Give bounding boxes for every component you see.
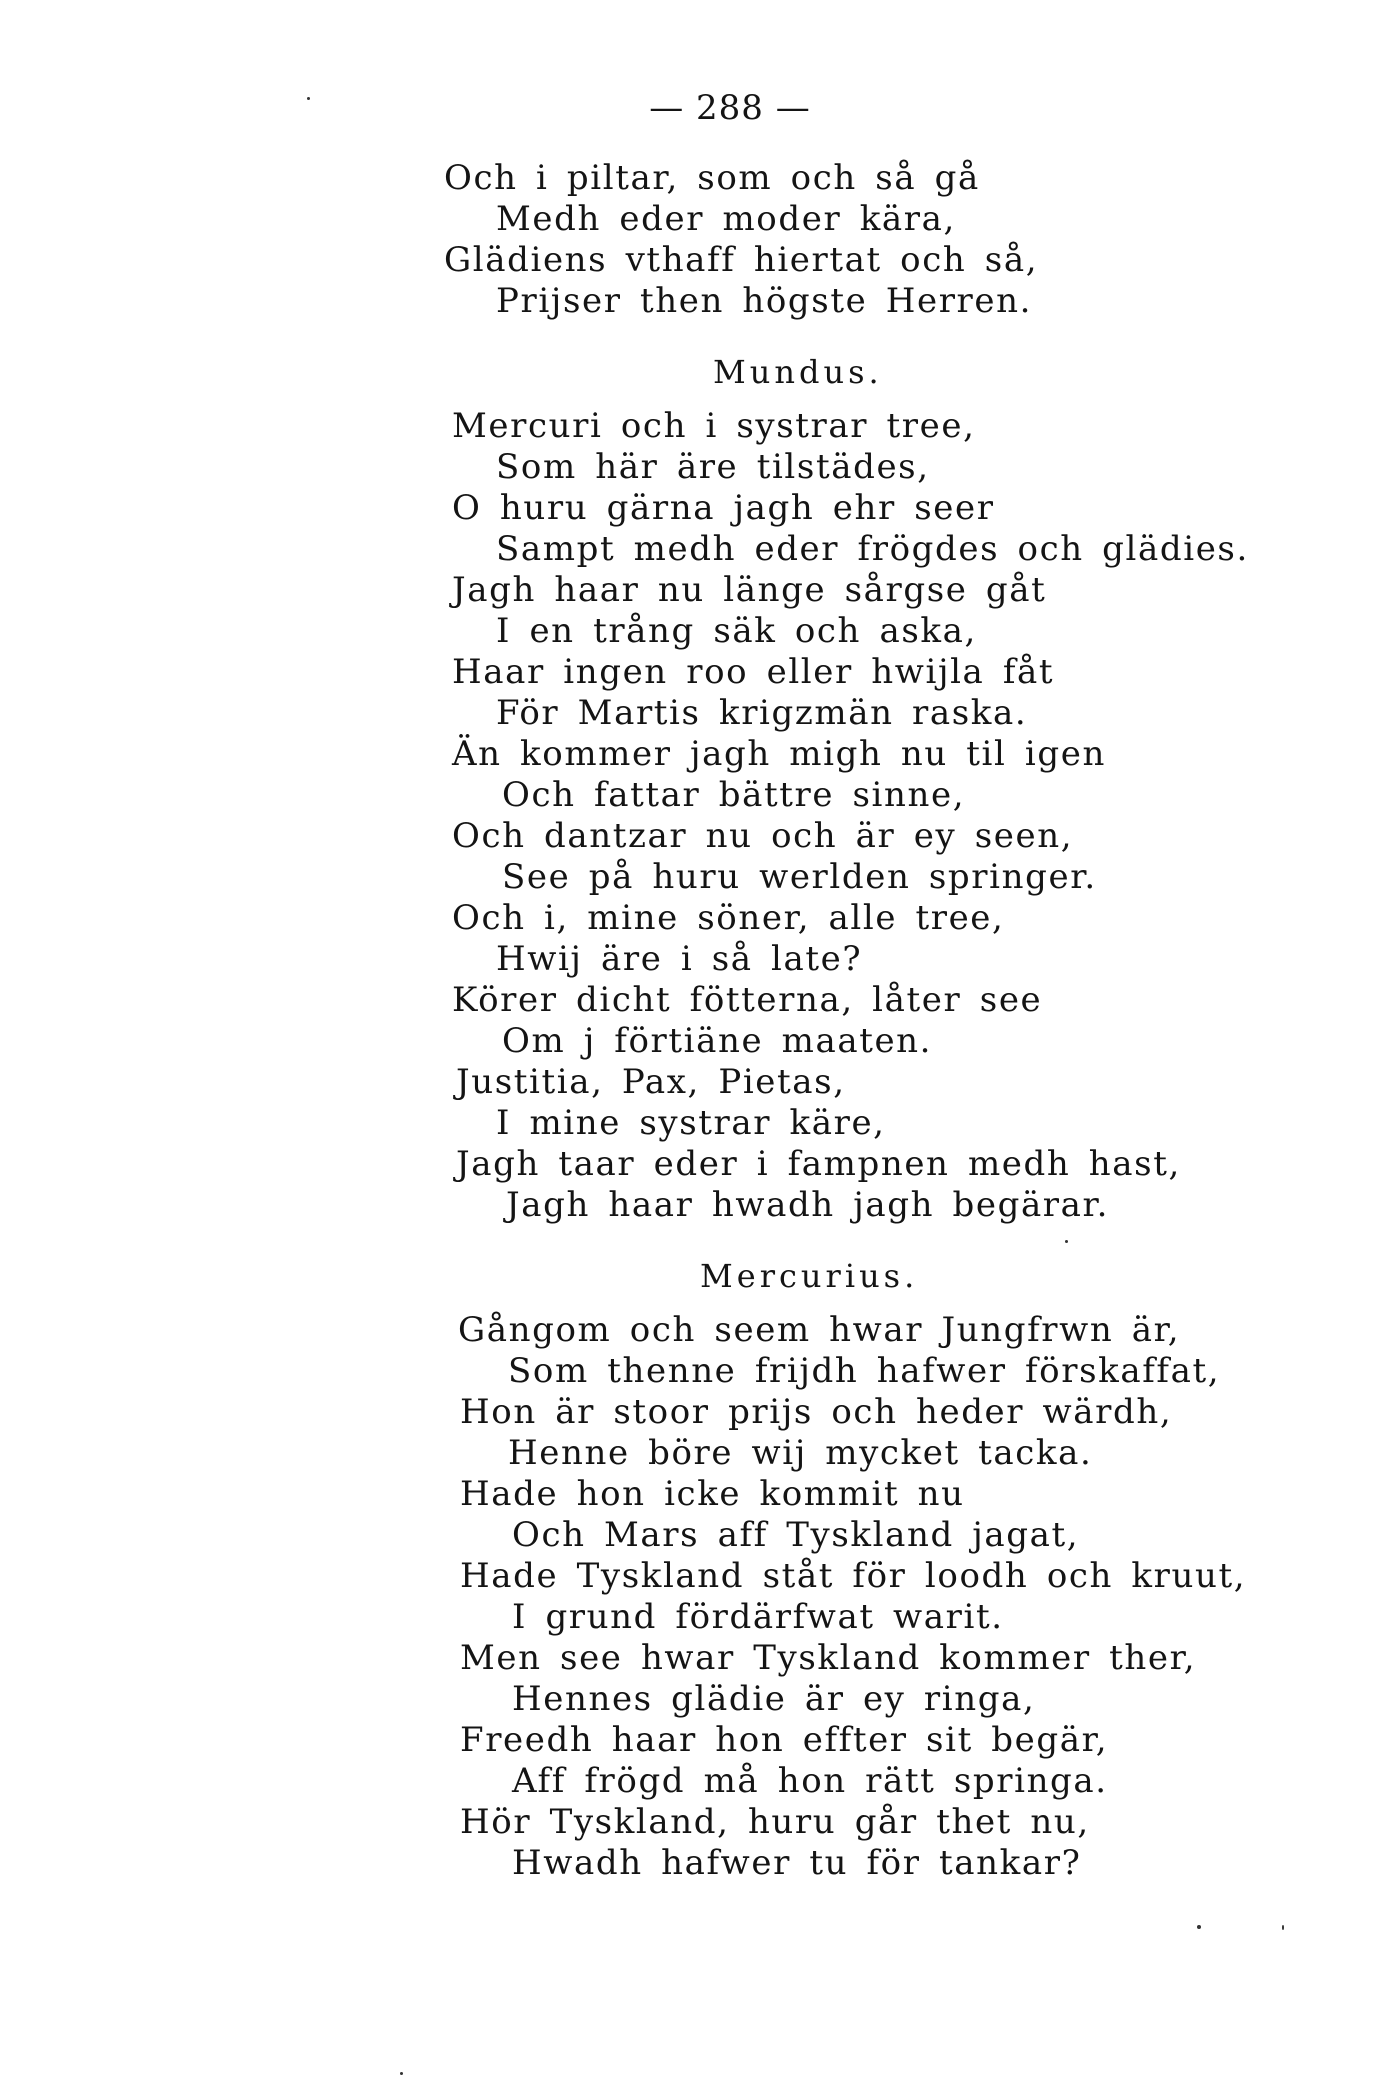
verse-line: Aff frögd må hon rätt springa.	[512, 1761, 1108, 1801]
verse-line: Hwij äre i så late?	[496, 939, 863, 979]
page-number: — 288 —	[649, 88, 811, 128]
verse-line: Och fattar bättre sinne,	[502, 775, 966, 815]
verse-line: Hör Tyskland, huru går thet nu,	[460, 1802, 1090, 1842]
verse-line: Jagh haar hwadh jagh begärar.	[506, 1185, 1110, 1225]
verse-line: För Martis krigzmän raska.	[496, 693, 1028, 733]
verse-line: Som thenne frijdh hafwer förskaffat,	[508, 1351, 1221, 1391]
verse-line: Som här äre tilstädes,	[496, 447, 930, 487]
verse-line: Justitia, Pax, Pietas,	[456, 1062, 846, 1102]
verse-line: Freedh haar hon effter sit begär,	[460, 1720, 1109, 1760]
verse-line: Om j förtiäne maaten.	[502, 1021, 933, 1061]
verse-line: Än kommer jagh migh nu til igen	[452, 734, 1106, 774]
verse-line: Prijser then högste Herren.	[496, 281, 1033, 321]
verse-line: Jagh haar nu länge sårgse gåt	[452, 570, 1047, 610]
verse-line: Och i, mine söner, alle tree,	[452, 898, 1005, 938]
scan-speck	[400, 2072, 403, 2075]
speaker-heading: Mundus.	[713, 353, 883, 391]
verse-line: Hennes glädie är ey ringa,	[512, 1679, 1036, 1719]
verse-line: Jagh taar eder i fampnen medh hast,	[456, 1144, 1181, 1184]
verse-line: Gångom och seem hwar Jungfrwn är,	[458, 1310, 1181, 1350]
verse-line: Hwadh hafwer tu för tankar?	[512, 1843, 1082, 1883]
verse-line: Haar ingen roo eller hwijla fåt	[452, 652, 1055, 692]
verse-line: Och Mars aff Tyskland jagat,	[512, 1515, 1080, 1555]
verse-line: Hade hon icke kommit nu	[460, 1474, 965, 1514]
verse-line: Sampt medh eder frögdes och glädies.	[496, 529, 1249, 569]
verse-line: Henne böre wij mycket tacka.	[508, 1433, 1093, 1473]
verse-line: Mercuri och i systrar tree,	[452, 406, 976, 446]
verse-line: Hade Tyskland ståt för loodh och kruut,	[460, 1556, 1247, 1596]
scan-speck	[1282, 1925, 1284, 1930]
verse-line: Och dantzar nu och är ey seen,	[452, 816, 1074, 856]
verse-line: I mine systrar käre,	[496, 1103, 886, 1143]
scan-speck	[1065, 1240, 1068, 1243]
verse-line: Glädiens vthaff hiertat och så,	[444, 240, 1039, 280]
verse-line: Men see hwar Tyskland kommer ther,	[460, 1638, 1197, 1678]
speaker-heading: Mercurius.	[700, 1257, 919, 1295]
verse-line: I grund fördärfwat warit.	[512, 1597, 1004, 1637]
verse-line: Hon är stoor prijs och heder wärdh,	[460, 1392, 1173, 1432]
verse-line: I en trång säk och aska,	[496, 611, 977, 651]
scan-speck	[307, 97, 310, 100]
verse-line: Körer dicht fötterna, låter see	[452, 980, 1043, 1020]
verse-line: See på huru werlden springer.	[502, 857, 1097, 897]
scan-speck	[1197, 1925, 1201, 1929]
verse-line: Och i piltar, som och så gå	[444, 158, 980, 198]
verse-line: Medh eder moder kära,	[496, 199, 956, 239]
verse-line: O huru gärna jagh ehr seer	[452, 488, 995, 528]
